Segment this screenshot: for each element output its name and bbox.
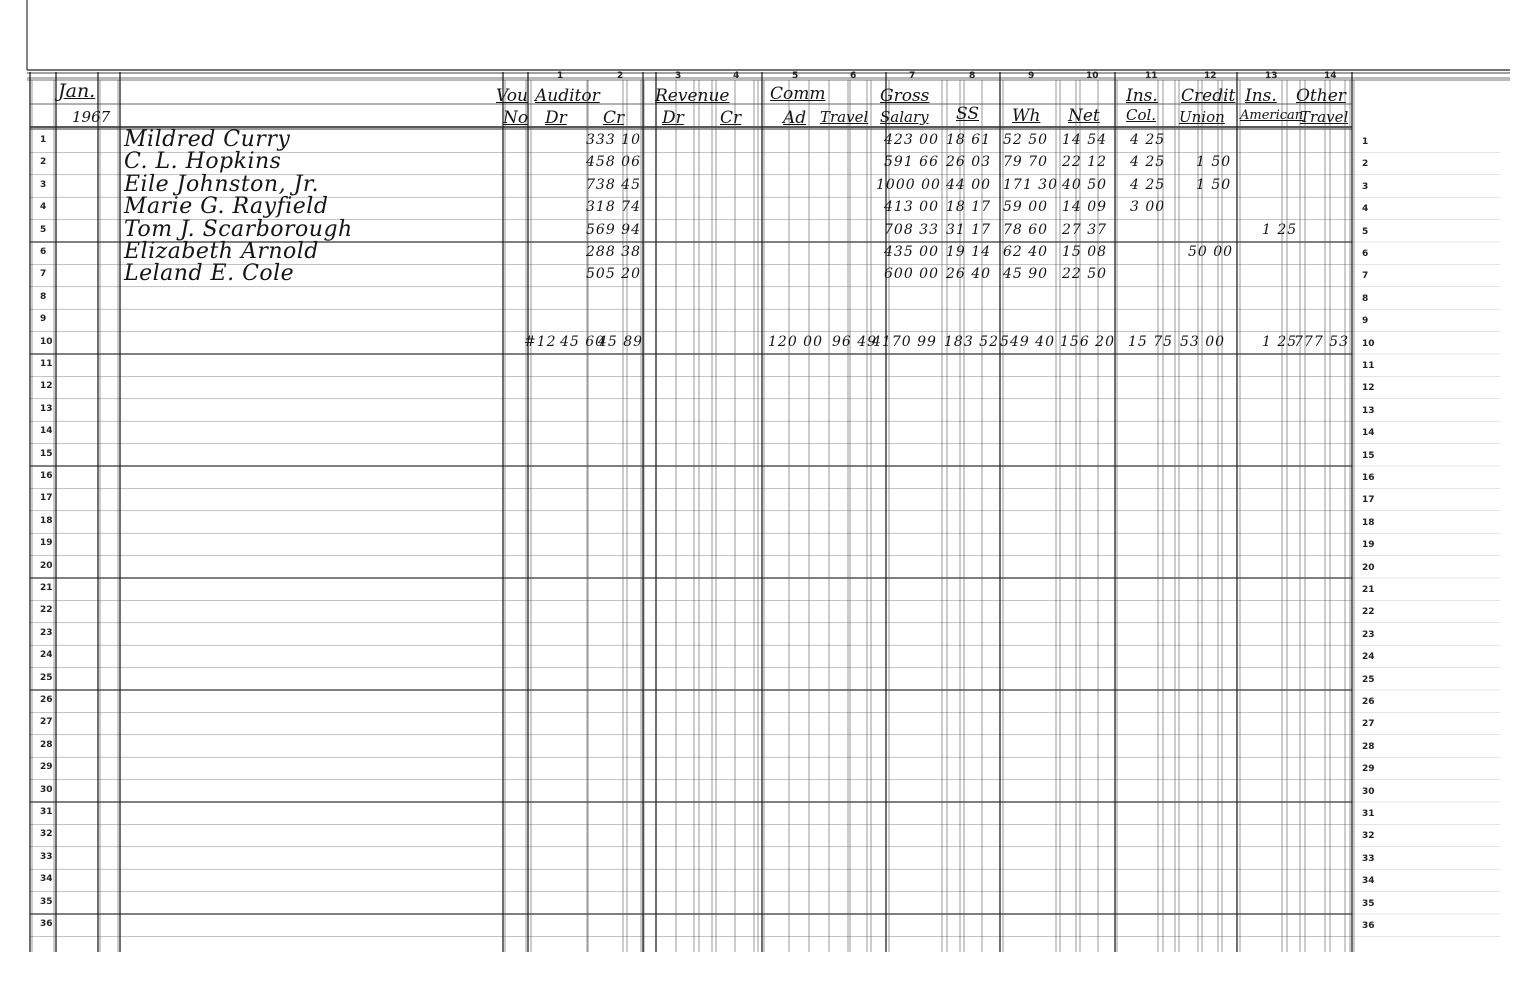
auditor-cr-value: 505 20 bbox=[586, 266, 641, 283]
ss-value: 26 40 bbox=[946, 266, 992, 283]
auditor-cr-value: 458 06 bbox=[586, 154, 641, 171]
union-label: Union bbox=[1179, 108, 1225, 126]
wh-value: 171 30 bbox=[1003, 176, 1058, 193]
employee-name: Tom J. Scarborough bbox=[124, 216, 353, 242]
total-ss: 183 52 bbox=[944, 333, 999, 350]
credit-union-value: 1 50 bbox=[1196, 176, 1232, 193]
total-net: 156 20 bbox=[1060, 333, 1115, 350]
row-number-right: 22 bbox=[1362, 607, 1375, 618]
row-number-right: 20 bbox=[1362, 562, 1375, 573]
year-label: 1967 bbox=[72, 108, 111, 126]
row-number-right: 14 bbox=[1362, 428, 1375, 439]
total-voucher-number: #12 bbox=[524, 333, 557, 350]
column-number: 12 bbox=[1204, 71, 1217, 81]
row-number-left: 20 bbox=[40, 560, 53, 571]
column-number: 6 bbox=[850, 71, 857, 81]
row-number-right: 1 bbox=[1362, 137, 1369, 147]
month-label: Jan. bbox=[58, 80, 96, 102]
row-number-right: 13 bbox=[1362, 405, 1375, 416]
row-number-left: 26 bbox=[40, 695, 53, 705]
row-number-right: 15 bbox=[1362, 450, 1375, 461]
row-number-right: 7 bbox=[1362, 271, 1369, 282]
row-number-right: 35 bbox=[1362, 898, 1375, 909]
total-ins-col: 15 75 bbox=[1128, 333, 1174, 350]
ss-value: 31 17 bbox=[946, 221, 992, 238]
total-ins-american: 1 25 bbox=[1262, 333, 1298, 350]
row-number-left: 3 bbox=[40, 179, 47, 190]
gross-salary-value: 423 00 bbox=[884, 132, 939, 148]
row-number-right: 24 bbox=[1362, 652, 1375, 663]
row-number-left: 36 bbox=[40, 919, 53, 929]
row-number-left: 6 bbox=[40, 247, 47, 257]
voucher-label-bottom: No bbox=[503, 108, 529, 128]
row-number-left: 9 bbox=[40, 314, 47, 325]
row-number-left: 10 bbox=[40, 336, 53, 347]
column-number: 2 bbox=[617, 71, 624, 81]
row-number-left: 4 bbox=[40, 202, 47, 213]
column-number: 14 bbox=[1324, 71, 1337, 81]
row-number-left: 32 bbox=[40, 829, 53, 840]
column-number: 10 bbox=[1086, 71, 1099, 81]
gross-salary-value: 435 00 bbox=[884, 244, 939, 260]
row-number-left: 12 bbox=[40, 381, 53, 392]
salary-label: Salary bbox=[880, 108, 929, 126]
net-value: 27 37 bbox=[1062, 221, 1108, 238]
row-number-right: 31 bbox=[1362, 809, 1375, 819]
row-number-left: 19 bbox=[40, 538, 53, 549]
employee-name: Leland E. Cole bbox=[124, 261, 295, 287]
row-number-left: 7 bbox=[40, 269, 47, 280]
row-number-left: 31 bbox=[40, 807, 53, 817]
row-number-left: 13 bbox=[40, 403, 53, 414]
row-number-left: 22 bbox=[40, 605, 53, 616]
auditor-cr-value: 318 74 bbox=[586, 199, 641, 216]
row-number-right: 18 bbox=[1362, 517, 1375, 528]
row-number-right: 10 bbox=[1362, 338, 1375, 349]
row-number-right: 26 bbox=[1362, 697, 1375, 707]
ins-label: Ins. bbox=[1126, 86, 1158, 106]
employee-name: Elizabeth Arnold bbox=[124, 239, 319, 264]
row-number-right: 32 bbox=[1362, 831, 1375, 842]
net-value: 22 12 bbox=[1062, 154, 1108, 171]
column-number: 8 bbox=[969, 71, 976, 81]
total-wh: 549 40 bbox=[1000, 333, 1055, 350]
row-number-right: 11 bbox=[1362, 361, 1375, 371]
row-number-left: 28 bbox=[40, 739, 53, 750]
wh-value: 59 00 bbox=[1003, 199, 1049, 216]
auditor-cr-value: 288 38 bbox=[586, 244, 641, 260]
wh-value: 52 50 bbox=[1003, 132, 1049, 148]
row-number-left: 11 bbox=[40, 359, 53, 369]
revenue-cr-label: Cr bbox=[720, 108, 742, 128]
total-gross-salary: 4170 99 bbox=[872, 333, 937, 350]
row-number-right: 19 bbox=[1362, 540, 1375, 551]
travel-label: Travel bbox=[820, 108, 869, 126]
row-number-left: 2 bbox=[40, 157, 47, 168]
column-number: 4 bbox=[733, 71, 740, 81]
row-number-left: 17 bbox=[40, 493, 53, 504]
row-number-left: 25 bbox=[40, 672, 53, 683]
row-number-right: 30 bbox=[1362, 786, 1375, 797]
column-number: 5 bbox=[792, 71, 799, 81]
wh-label: Wh bbox=[1012, 106, 1041, 126]
net-value: 14 09 bbox=[1062, 199, 1108, 216]
gross-label: Gross bbox=[880, 86, 930, 106]
ss-value: 44 00 bbox=[946, 176, 992, 193]
net-value: 22 50 bbox=[1062, 266, 1108, 283]
row-number-right: 36 bbox=[1362, 921, 1375, 931]
total-travel: 96 49 bbox=[832, 333, 878, 350]
row-number-right: 17 bbox=[1362, 495, 1375, 506]
ins2-label: Ins. bbox=[1245, 86, 1277, 106]
wh-value: 62 40 bbox=[1003, 244, 1049, 260]
ins-col-value: 4 25 bbox=[1130, 154, 1166, 171]
row-number-right: 4 bbox=[1362, 204, 1369, 215]
ins-col-value: 4 25 bbox=[1130, 132, 1166, 148]
credit-union-value: 1 50 bbox=[1196, 154, 1232, 171]
employee-name: C. L. Hopkins bbox=[124, 149, 282, 175]
auditor-cr-label: Cr bbox=[603, 108, 625, 128]
gross-salary-value: 1000 00 bbox=[876, 176, 941, 193]
net-label: Net bbox=[1068, 106, 1100, 126]
employee-name: Mildred Curry bbox=[124, 127, 291, 152]
row-number-right: 28 bbox=[1362, 741, 1375, 752]
total-auditor-cr: 45 89 bbox=[598, 333, 644, 350]
wh-value: 78 60 bbox=[1003, 221, 1049, 238]
ss-label: SS bbox=[956, 104, 979, 124]
row-number-left: 16 bbox=[40, 471, 53, 481]
row-number-right: 12 bbox=[1362, 383, 1375, 394]
row-number-left: 14 bbox=[40, 426, 53, 437]
row-number-right: 25 bbox=[1362, 674, 1375, 685]
row-number-right: 16 bbox=[1362, 473, 1375, 483]
gross-salary-value: 591 66 bbox=[884, 154, 939, 171]
column-number: 13 bbox=[1265, 71, 1278, 81]
ins-col-value: 3 00 bbox=[1130, 199, 1166, 216]
ss-value: 18 17 bbox=[946, 199, 992, 216]
row-number-right: 3 bbox=[1362, 181, 1369, 192]
travel2-label: Travel bbox=[1300, 108, 1349, 126]
voucher-label-top: Vou bbox=[496, 86, 528, 106]
row-number-right: 27 bbox=[1362, 719, 1375, 730]
revenue-dr-label: Dr bbox=[662, 108, 684, 128]
auditor-dr-label: Dr bbox=[545, 108, 567, 128]
row-number-left: 30 bbox=[40, 784, 53, 795]
net-value: 40 50 bbox=[1062, 176, 1108, 193]
total-comm-ad: 120 00 bbox=[768, 333, 823, 350]
column-number: 1 bbox=[557, 71, 564, 81]
row-number-left: 21 bbox=[40, 583, 53, 593]
row-number-right: 6 bbox=[1362, 249, 1369, 259]
row-number-left: 15 bbox=[40, 448, 53, 459]
auditor-cr-value: 333 10 bbox=[586, 132, 641, 148]
employee-name: Marie G. Rayfield bbox=[124, 194, 329, 220]
ss-value: 26 03 bbox=[946, 154, 992, 171]
ss-value: 19 14 bbox=[946, 244, 992, 260]
credit-label: Credit bbox=[1181, 86, 1236, 106]
other-label: Other bbox=[1296, 86, 1346, 106]
gross-salary-value: 600 00 bbox=[884, 266, 939, 283]
row-number-right: 29 bbox=[1362, 764, 1375, 775]
wh-value: 45 90 bbox=[1003, 266, 1049, 283]
net-value: 15 08 bbox=[1062, 244, 1108, 260]
net-value: 14 54 bbox=[1062, 132, 1108, 148]
row-number-right: 9 bbox=[1362, 316, 1369, 327]
row-number-left: 1 bbox=[40, 135, 47, 145]
ss-value: 18 61 bbox=[946, 132, 992, 148]
row-number-right: 5 bbox=[1362, 226, 1369, 237]
row-number-left: 5 bbox=[40, 224, 47, 235]
total-auditor-dr: 45 60 bbox=[560, 333, 606, 350]
revenue-label: Revenue bbox=[655, 86, 730, 106]
wh-value: 79 70 bbox=[1003, 154, 1049, 171]
comm-ad-label: Ad bbox=[783, 108, 807, 128]
col-label: Col. bbox=[1126, 106, 1157, 124]
gross-salary-value: 708 33 bbox=[884, 221, 939, 238]
row-number-right: 34 bbox=[1362, 876, 1375, 887]
ins-american-value: 1 25 bbox=[1262, 221, 1298, 238]
row-number-left: 29 bbox=[40, 762, 53, 773]
auditor-cr-value: 569 94 bbox=[586, 221, 641, 238]
row-number-right: 8 bbox=[1362, 293, 1369, 304]
row-number-left: 35 bbox=[40, 896, 53, 907]
row-number-left: 34 bbox=[40, 874, 53, 885]
column-number: 7 bbox=[909, 71, 916, 81]
row-number-left: 18 bbox=[40, 515, 53, 526]
employee-name: Eile Johnston, Jr. bbox=[124, 171, 319, 197]
american-label: American bbox=[1240, 108, 1304, 123]
row-number-right: 2 bbox=[1362, 159, 1369, 170]
column-number: 9 bbox=[1028, 71, 1035, 81]
total-credit-union: 53 00 bbox=[1180, 333, 1226, 350]
total-other-travel: 777 53 bbox=[1294, 333, 1349, 350]
row-number-right: 33 bbox=[1362, 853, 1375, 864]
row-number-right: 23 bbox=[1362, 629, 1375, 640]
column-number: 3 bbox=[675, 71, 682, 81]
comm-label: Comm bbox=[770, 84, 826, 104]
auditor-label: Auditor bbox=[535, 86, 600, 106]
row-number-left: 8 bbox=[40, 291, 47, 302]
gross-salary-value: 413 00 bbox=[884, 199, 939, 216]
credit-union-value: 50 00 bbox=[1188, 244, 1234, 260]
row-number-left: 23 bbox=[40, 627, 53, 638]
row-number-left: 33 bbox=[40, 851, 53, 862]
ins-col-value: 4 25 bbox=[1130, 176, 1166, 193]
row-number-right: 21 bbox=[1362, 585, 1375, 595]
auditor-cr-value: 738 45 bbox=[586, 176, 641, 193]
column-number: 11 bbox=[1145, 71, 1158, 81]
row-number-left: 24 bbox=[40, 650, 53, 661]
row-number-left: 27 bbox=[40, 717, 53, 728]
